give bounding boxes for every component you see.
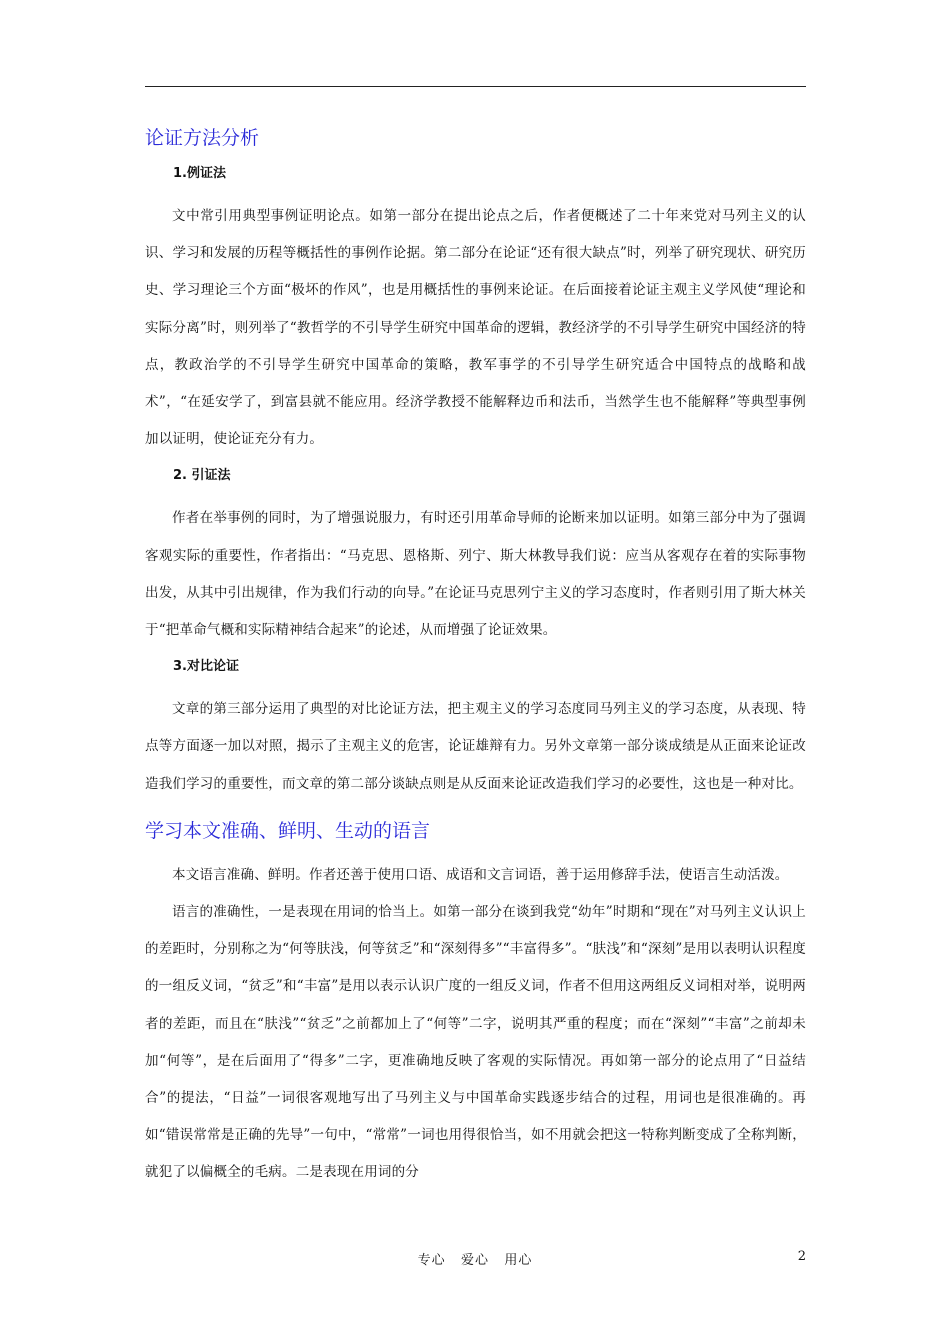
paragraph-language-intro: 本文语言准确、鲜明。作者还善于使用口语、成语和文言词语，善于运用修辞手法，使语言生动活泼。 xyxy=(172,866,789,883)
footer-motto: 专心 爱心 用心 xyxy=(417,1253,533,1268)
subsection-heading-example-method: 1.例证法 xyxy=(173,166,226,181)
paragraph-language-accuracy: 语言的准确性，一是表现在用词的恰当上。如第一部分在谈到我党“幼年”时期和“现在”对马列主义认识上的差距时，分别称之为“何等肤浅，何等贫乏”和“深刻得多”“丰富得多”。“肤浅”和“深刻”是用以表明认识程度的一组反义词，“贫乏”和“丰富”是用以表示认识广度的一组反义词，作者不但用这两组反义词相对举，说明两者的差距，而且在“肤浅”“贫乏”之前都加上了“何等”二字，说明其严重的程度；而在“深刻”“丰富”之前却未加“何等”，是在后面用了“得多”二字，更准确地反映了客观的实际情况。再如第一部分的论点用了“日益结合”的提法，“日益”一词很客观地写出了马列主义与中国革命实践逐步结合的过程，用词也是很准确的。再如“错误常常是正确的先导”一句中，“常常”一词也用得很恰当，如不用就会把这一特称判断变成了全称判断，就犯了以偏概全的毛病。二是表现在用词的分 xyxy=(145,904,806,1181)
paragraph-example-method: 文中常引用典型事例证明论点。如第一部分在提出论点之后，作者便概述了二十年来党对马列主义的认识、学习和发展的历程等概括性的事例作论据。第二部分在论证“还有很大缺点”时，列举了研究现状、研究历史、学习理论三个方面“极坏的作风”，也是用概括性的事例来论证。在后面接着论证主观主义学风使“理论和实际分离”时，则列举了“教哲学的不引导学生研究中国革命的逻辑，教经济学的不引导学生研究中国经济的特点，教政治学的不引导学生研究中国革命的策略，教军事学的不引导学生研究适合中国特点的战略和战术”，“在延安学了，到富县就不能应用。经济学教授不能解释边币和法币，当然学生也不能解释”等典型事例加以证明，使论证充分有力。 xyxy=(145,208,806,448)
section-title-argument-methods: 论证方法分析 xyxy=(145,127,260,149)
page-footer xyxy=(0,1249,950,1269)
paragraph-citation-method: 作者在举事例的同时，为了增强说服力，有时还引用革命导师的论断来加以证明。如第三部分中为了强调客观实际的重要性，作者指出：“马克思、恩格斯、列宁、斯大林教导我们说：应当从客观存在着的实际事物出发，从其中引出规律，作为我们行动的向导。”在论证马克思列宁主义的学习态度时，作者则引用了斯大林关于“把革命气概和实际精神结合起来”的论述，从而增强了论证效果。 xyxy=(145,510,807,639)
subsection-heading-contrast-method: 3.对比论证 xyxy=(173,659,239,675)
document-body xyxy=(145,116,806,1192)
section-title-language-study: 学习本文准确、鲜明、生动的语言 xyxy=(145,819,431,842)
subsection-heading-citation-method: 2. 引证法 xyxy=(173,468,231,484)
paragraph-contrast-method: 文章的第三部分运用了典型的对比论证方法，把主观主义的学习态度同马列主义的学习态度，从表现、特点等方面逐一加以对照，揭示了主观主义的危害，论证雄辩有力。另外文章第一部分谈成绩是从正面来论证改造我们学习的重要性，而文章的第二部分谈缺点则是从反面来论证改造我们学习的必要性，这也是一种对比。 xyxy=(145,701,806,792)
page-number: 2 xyxy=(797,1249,806,1264)
header-rule xyxy=(145,86,806,87)
